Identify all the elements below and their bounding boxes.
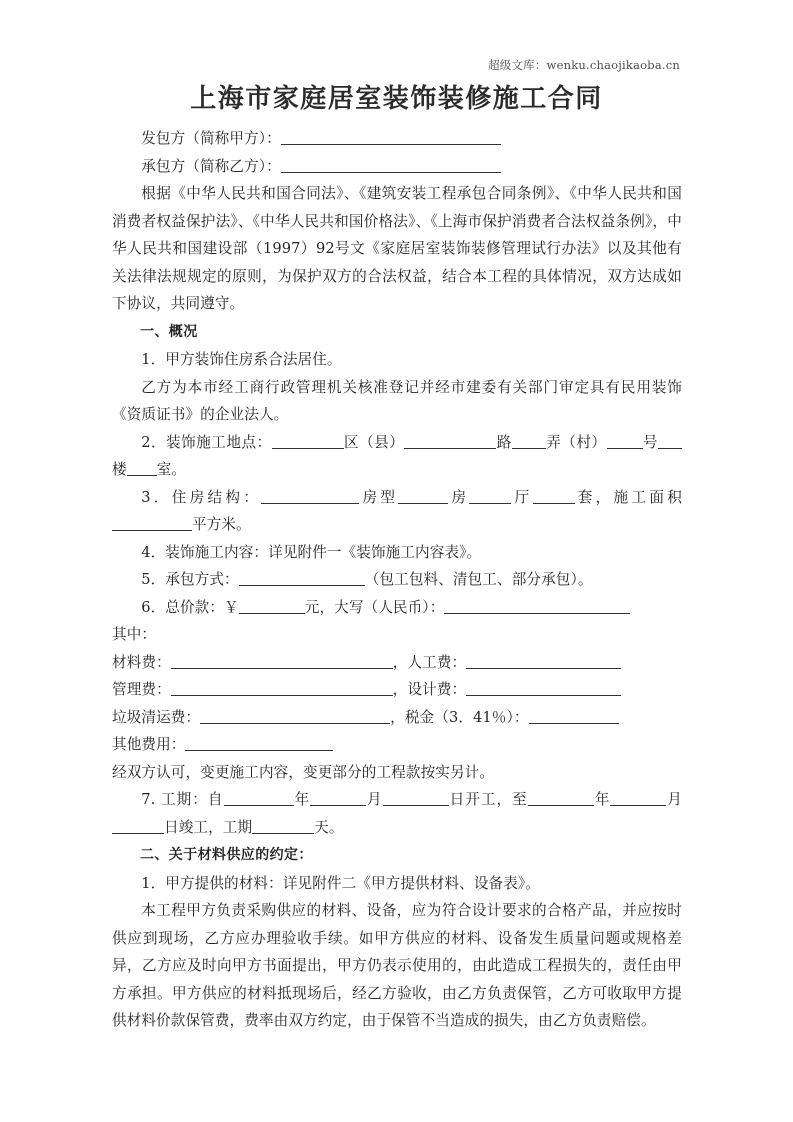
clause-text: 厅 bbox=[511, 488, 533, 506]
fill-in-clause bbox=[112, 704, 682, 732]
fill-in-blank[interactable] bbox=[533, 488, 575, 504]
fill-in-blank[interactable] bbox=[466, 653, 621, 669]
fill-in-blank[interactable] bbox=[310, 790, 366, 806]
party-block bbox=[112, 125, 682, 180]
fill-in-blank[interactable] bbox=[224, 790, 294, 806]
party-line bbox=[112, 153, 682, 181]
preamble-paragraph: 根据《中华人民共和国合同法》、《建筑安装工程承包合同条例》、《中华人民共和国消费者权益保护法》、《中华人民共和国价格法》、《上海市保护消费者合法权益条例》，中华人民共和国建设部（1997）92号文《家庭居室装饰装修管理试行办法》以及其他有关法律法规规定的原则，为保护双方的合法权益，结合本工程的具体情况，双方达成如下协议，共同遵守。 bbox=[112, 185, 682, 312]
fill-in-blank[interactable] bbox=[112, 818, 164, 834]
clause-paragraph: 1．甲方装饰住房系合法居住。 bbox=[141, 351, 342, 368]
clause-text: 垃圾清运费： bbox=[112, 708, 201, 726]
fill-in-blank[interactable] bbox=[261, 488, 359, 504]
clause-text: 日开工，至 bbox=[448, 791, 528, 808]
clause-text: 房型 bbox=[359, 488, 399, 506]
sections-block bbox=[112, 319, 682, 1035]
clause-text: ，设计费： bbox=[392, 681, 467, 698]
party-name-blank[interactable] bbox=[281, 157, 501, 173]
fill-in-blank[interactable] bbox=[383, 790, 449, 806]
clause-text: 其他费用： bbox=[112, 736, 186, 753]
clause-paragraph: 经双方认可，变更施工内容，变更部分的工程款按实另计。 bbox=[112, 763, 495, 781]
clause-text: 路 bbox=[496, 433, 512, 451]
section-heading: 二、关于材料供应的约定： bbox=[140, 847, 313, 863]
fill-in-blank[interactable] bbox=[239, 598, 305, 614]
clause-text: 年 bbox=[293, 791, 311, 808]
clause-text: 套，施工面积 bbox=[574, 488, 682, 506]
fill-in-blank[interactable] bbox=[200, 708, 390, 724]
fill-in-blank[interactable] bbox=[610, 790, 666, 806]
clause-text: 6．总价款：￥ bbox=[141, 598, 239, 616]
clause-text: 弄（村） bbox=[545, 433, 607, 451]
clause-paragraph: 乙方为本市经工商行政管理机关核准登记并经市建委有关部门审定具有民用装饰《资质证书》的企业法人。 bbox=[112, 378, 682, 423]
fill-in-clause bbox=[112, 484, 682, 539]
fill-in-blank[interactable] bbox=[658, 433, 682, 449]
clause-paragraph: 其中： bbox=[112, 626, 157, 643]
clause-paragraph: 4．装饰施工内容：详见附件一《装饰施工内容表》。 bbox=[141, 543, 482, 561]
fill-in-blank[interactable] bbox=[272, 433, 344, 449]
fill-in-blank[interactable] bbox=[512, 433, 546, 449]
clause-text: 年 bbox=[593, 791, 611, 808]
clause-text: 天。 bbox=[314, 818, 344, 836]
fill-in-blank[interactable] bbox=[171, 653, 393, 669]
clause-text: 7. 工期：自 bbox=[141, 791, 224, 808]
fill-in-blank[interactable] bbox=[469, 488, 511, 504]
clause-paragraph: 1．甲方提供的材料：详见附件二《甲方提供材料、设备表》。 bbox=[141, 874, 541, 892]
fill-in-clause bbox=[112, 429, 682, 484]
clause-text: 材料费： bbox=[112, 653, 171, 671]
clause-text: （包工包料、清包工、部分承包）。 bbox=[364, 571, 593, 588]
clause-text: ，税金（3．41％）： bbox=[390, 708, 529, 726]
clause-text: 5．承包方式： bbox=[141, 571, 239, 588]
clause-text: ，人工费： bbox=[392, 653, 467, 671]
clause-text: 3．住房结构： bbox=[141, 488, 262, 506]
fill-in-blank[interactable] bbox=[185, 735, 333, 751]
watermark-source-label: 超级文库：wenku.chaojikaoba.cn bbox=[488, 58, 680, 72]
fill-in-clause bbox=[112, 649, 682, 677]
clause-text: 区（县） bbox=[343, 433, 405, 451]
page-title: 上海市家庭居室装饰装修施工合同 bbox=[190, 84, 603, 114]
party-label: 发包方（简称甲方）： bbox=[141, 130, 281, 147]
clause-text: 房 bbox=[448, 488, 470, 506]
party-line bbox=[112, 125, 682, 153]
fill-in-blank[interactable] bbox=[398, 488, 448, 504]
fill-in-clause bbox=[112, 676, 682, 704]
party-name-blank[interactable] bbox=[281, 129, 501, 145]
clause-text: 管理费： bbox=[112, 681, 171, 698]
section-heading: 一、概况 bbox=[140, 323, 198, 340]
fill-in-blank[interactable] bbox=[127, 460, 157, 476]
fill-in-blank[interactable] bbox=[529, 708, 619, 724]
clause-text: 平方米。 bbox=[192, 516, 251, 533]
clause-paragraph: 本工程甲方负责采购供应的材料、设备，应为符合设计要求的合格产品，并应按时供应到现场，乙方应办理验收手续。如甲方供应的材料、设备发生质量问题或规格差异，乙方应及时向甲方书面提出，甲方仍表示使用的，由此造成工程损失的，责任由甲方承担。甲方供应的材料抵现场后，经乙方验收，由乙方负责保管，乙方可收取甲方提供材料价款保管费，费率由双方约定，由于保管不当造成的损失，由乙方负责赔偿。 bbox=[112, 902, 682, 1029]
fill-in-blank[interactable] bbox=[239, 570, 365, 586]
fill-in-blank[interactable] bbox=[252, 818, 314, 834]
clause-text: 月 bbox=[366, 791, 383, 808]
party-label: 承包方（简称乙方）： bbox=[141, 157, 281, 175]
clause-text: 室。 bbox=[156, 461, 187, 478]
document-body bbox=[112, 125, 682, 1035]
fill-in-blank[interactable] bbox=[607, 433, 643, 449]
clause-text: 楼 bbox=[112, 461, 127, 478]
clause-text: 2．装饰施工地点： bbox=[141, 433, 272, 451]
fill-in-clause bbox=[112, 566, 682, 594]
clause-text: 月 bbox=[666, 791, 682, 808]
fill-in-blank[interactable] bbox=[444, 598, 630, 614]
fill-in-blank[interactable] bbox=[112, 515, 192, 531]
fill-in-clause bbox=[112, 786, 682, 841]
clause-text: 号 bbox=[642, 433, 658, 451]
fill-in-clause bbox=[112, 594, 682, 622]
clause-text: 元，大写（人民币）： bbox=[304, 598, 445, 616]
fill-in-blank[interactable] bbox=[171, 680, 393, 696]
fill-in-blank[interactable] bbox=[528, 790, 594, 806]
fill-in-clause bbox=[112, 731, 682, 759]
fill-in-blank[interactable] bbox=[404, 433, 496, 449]
fill-in-blank[interactable] bbox=[466, 680, 621, 696]
clause-text: 日竣工，工期 bbox=[164, 818, 253, 836]
